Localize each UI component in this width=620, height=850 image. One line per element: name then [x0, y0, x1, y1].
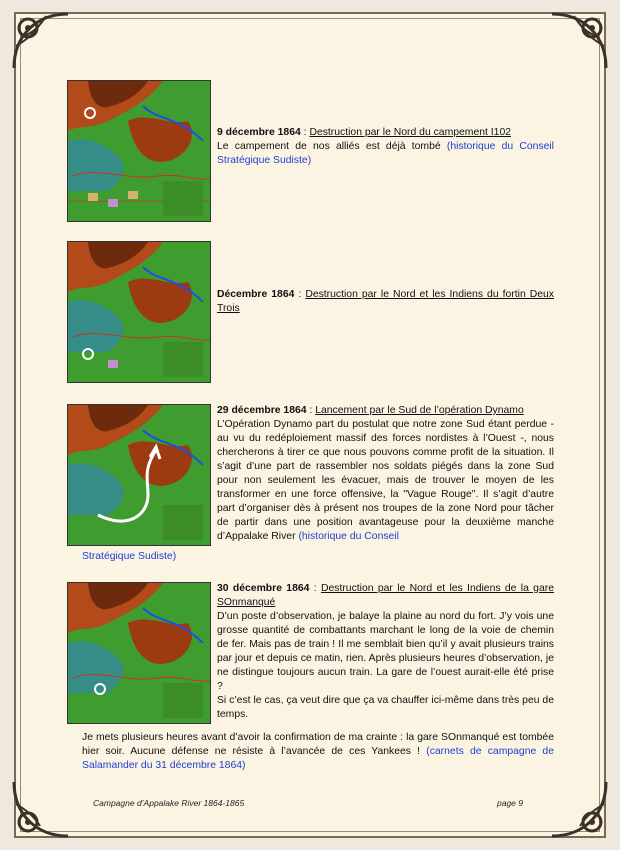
- entry-2: Décembre 1864 : Destruction par le Nord et les Indiens du fortin Deux Trois: [217, 289, 554, 314]
- entry-3: 29 décembre 1864 : Lancement par le Sud de l’opération Dynamo L’Opération Dynamo part du postulat que notre zone Sud étant perdue - au vu du redéploiement massif des forces nordistes à l’Ouest -, nous chercherons à tirer ce que nous pouvons comme profit de la situation. Il s’agit d’une part de rassembler nos soldats piégés dans la zone Sud pour non seulement les évacuer, mais de trouver le moyen de les transformer en une force offensive, la "Vague Rouge". Il s’agit d’autre part d’organiser dès à présent nos troupes de la zone Nord pour tâcher de partir dans une position avantageuse pour la deuxième manche d’Appalake River (historique du Conseil: [217, 405, 554, 542]
- map-image: [67, 404, 211, 546]
- entry-1: 9 décembre 1864 : Destruction par le Nord du campement I102 Le campement de nos alliés est déjà tombé (historique du Conseil Stratégique Sudiste): [217, 127, 554, 166]
- map-image: [67, 241, 211, 383]
- corner-ornament-icon: [6, 774, 76, 844]
- entry-date: Décembre 1864: [217, 289, 295, 300]
- entry-title: Destruction par le Nord et les Indiens de la gare SOnmanqué: [217, 583, 554, 608]
- entry-body: Je mets plusieurs heures avant d’avoir la confirmation de ma crainte : la gare SOnmanqué est tombée hier soir. Aucune défense ne résiste à l’avancée de ces Yankees !: [82, 732, 554, 757]
- entry-date: 9 décembre 1864: [217, 127, 301, 138]
- entry-4-continued: [82, 731, 554, 773]
- source-link[interactable]: (historique du Conseil: [298, 531, 399, 542]
- entry-title: Lancement par le Sud de l’opération Dynamo: [315, 405, 524, 416]
- entry-body: Le campement de nos alliés est déjà tombé: [217, 141, 447, 152]
- source-link-continuation[interactable]: Stratégique Sudiste): [82, 551, 177, 562]
- entry-date: 29 décembre 1864: [217, 405, 307, 416]
- entry-title: Destruction par le Nord et les Indiens du fortin Deux Trois: [217, 289, 554, 314]
- footer-title: Campagne d’Appalake River 1864-1865: [93, 798, 245, 808]
- entry-body: Si c’est le cas, ça veut dire que ça va chauffer ici-même dans très peu de temps.: [217, 695, 554, 720]
- corner-ornament-icon: [6, 6, 76, 76]
- map-image: [67, 80, 211, 222]
- corner-ornament-icon: [544, 6, 614, 76]
- entry-title: Destruction par le Nord du campement I102: [309, 127, 512, 138]
- corner-ornament-icon: [544, 774, 614, 844]
- source-link[interactable]: (historique du Conseil Stratégique Sudiste): [217, 141, 554, 166]
- map-image: [67, 582, 211, 724]
- source-link[interactable]: (carnets de campagne de Salamander du 31 décembre 1864): [82, 746, 554, 771]
- entry-4: 30 décembre 1864 : Destruction par le Nord et les Indiens de la gare SOnmanqué D’un poste d’observation, je balaye la plaine au nord du fort. J’y vois une grosse quantité de combattants marchant le long de la voie de chemin de fer. Mais pas de train ! Il me semblait bien qu’il y avait plusieurs trains par jour et depuis ce matin, rien. Après plusieurs heures d’observation, je ne distingue toujours aucun train. La gare de l’ouest aurait-elle été prise ? Si c’est le cas, ça veut dire que ça va chauffer ici-même dans très peu de temps.: [217, 583, 554, 720]
- entry-body: L’Opération Dynamo part du postulat que notre zone Sud étant perdue - au vu du redéploiement massif des forces nordistes à l’Ouest -, nous chercherons à tirer ce que nous pouvons comme profit de la situation. Il s’agit d’une part de rassembler nos soldats piégés dans la zone Sud pour non seulement les évacuer, mais de trouver le moyen de les transformer en une force offensive, la "Vague Rouge". Il s’agit d’autre part d’organiser dès à présent nos troupes de la zone Nord pour tâcher de partir dans une position avantageuse pour la deuxième manche d’Appalake River: [217, 419, 554, 542]
- page-number: page 9: [497, 798, 523, 808]
- entry-date: 30 décembre 1864: [217, 583, 310, 594]
- entry-body: D’un poste d’observation, je balaye la plaine au nord du fort. J’y vois une grosse quantité de combattants marchant le long de la voie de chemin de fer. Mais pas de train ! Il me semblait bien qu’il y avait plusieurs trains par jour et depuis ce matin, rien. Après plusieurs heures d’observation, je ne distingue toujours aucun train. La gare de l’ouest aurait-elle été prise ?: [217, 611, 554, 692]
